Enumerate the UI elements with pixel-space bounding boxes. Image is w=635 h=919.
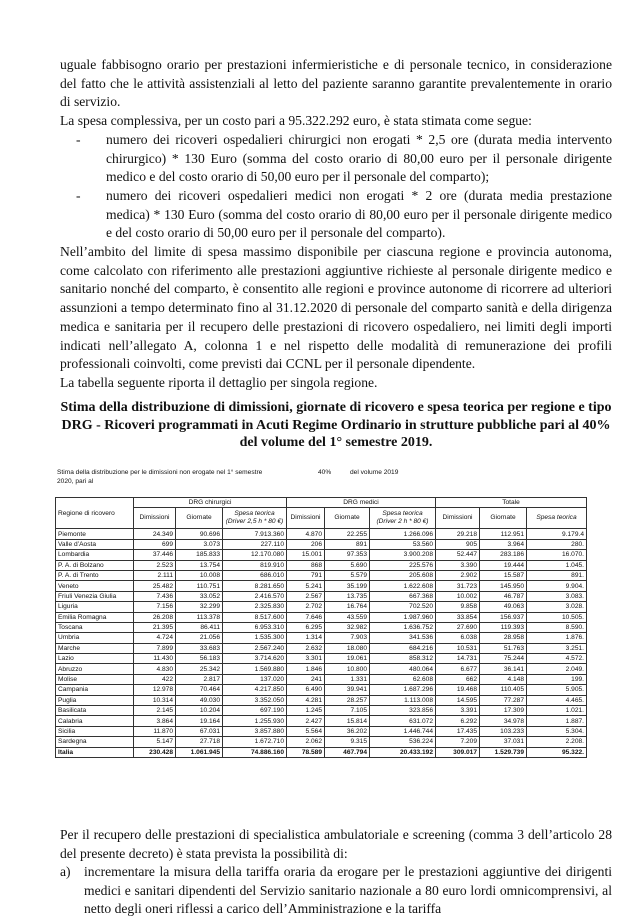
value-cell: 26.208 (134, 612, 176, 622)
value-cell: 7.209 (436, 737, 480, 747)
paragraph-limite-spesa: Nell’ambito del limite di spesa massimo disponibile per ciascuna regione e provincia autonoma, come calcolato con riferimento alle prestazioni aggiuntive richieste al personale dirigente medico e sanitario nonché del comparto, è consentito alle regioni e province autonome di ricorrere ad ulteriori assunzioni a tempo determinato fino al 31.12.2020 di personale del comparto sanità e della dirigenza medica e sanitaria per il recupero delle prestazioni di ricovero ospedaliero, nei limiti degli importi indicati nell’allegato A, colonna 1 e nel rispetto delle modalità di remunerazione dei profili professionali coinvolti, come previsti dai CCNL per il personale dipendente. (60, 244, 612, 372)
value-cell: 27.690 (436, 622, 480, 632)
value-cell: 9.904. (527, 581, 587, 591)
value-cell: 6.677 (436, 664, 480, 674)
region-cell: Marche (56, 643, 134, 653)
bullet-marker: - (76, 132, 81, 147)
value-cell: 3.251. (527, 643, 587, 653)
value-cell: 4.217.850 (223, 685, 287, 695)
value-cell: 467.794 (325, 747, 370, 757)
value-cell: 891 (325, 539, 370, 549)
table-row (56, 685, 587, 695)
value-cell: 309.017 (436, 747, 480, 757)
value-cell: 28.257 (325, 695, 370, 705)
value-cell: 1.045. (527, 560, 587, 570)
value-cell: 422 (134, 674, 176, 684)
value-cell: 206 (287, 539, 325, 549)
value-cell: 2.632 (287, 643, 325, 653)
value-cell: 8.517.600 (223, 612, 287, 622)
value-cell: 1.687.296 (370, 685, 436, 695)
header-group-chirurgici: DRG chirurgici (134, 498, 287, 508)
table-row (56, 706, 587, 716)
region-cell: Emilia Romagna (56, 612, 134, 622)
value-cell: 8.281.650 (223, 581, 287, 591)
bullet-marker: - (76, 188, 81, 203)
value-cell: 113.378 (176, 612, 223, 622)
value-cell: 13.754 (176, 560, 223, 570)
value-cell: 3.714.620 (223, 654, 287, 664)
region-cell: Puglia (56, 695, 134, 705)
value-cell: 10.505. (527, 612, 587, 622)
value-cell: 3.864 (134, 716, 176, 726)
value-cell: 32.299 (176, 602, 223, 612)
value-cell: 341.536 (370, 633, 436, 643)
value-cell: 1.061.945 (176, 747, 223, 757)
region-cell: Toscana (56, 622, 134, 632)
value-cell: 46.787 (480, 591, 527, 601)
list-marker: a) (60, 864, 71, 879)
value-cell: 37.446 (134, 550, 176, 560)
value-cell: 5.905. (527, 685, 587, 695)
value-cell: 15.587 (480, 570, 527, 580)
table-row (56, 716, 587, 726)
value-cell: 905 (436, 539, 480, 549)
value-cell: 22.255 (325, 529, 370, 539)
table-row (56, 674, 587, 684)
value-cell: 280. (527, 539, 587, 549)
value-cell: 95.322. (527, 747, 587, 757)
value-cell: 145.950 (480, 581, 527, 591)
value-cell: 16.764 (325, 602, 370, 612)
value-cell: 19.468 (436, 685, 480, 695)
bullet-text: numero dei ricoveri ospedalieri chirurgici non erogati * 2,5 ore (durata media intervento chirurgico) * 130 Euro (somma del costo orario di 80,00 euro per il personale dirigente medico e del costo orario di 50,00 euro per il personale del comparto); (106, 132, 612, 185)
value-cell: 819.910 (223, 560, 287, 570)
table-row (56, 560, 587, 570)
table-row (56, 529, 587, 539)
header-giornate: Giornate (480, 508, 527, 529)
value-cell: 33.854 (436, 612, 480, 622)
value-cell: 19.444 (480, 560, 527, 570)
value-cell: 53.560 (370, 539, 436, 549)
value-cell: 49.063 (480, 602, 527, 612)
table-row (56, 737, 587, 747)
value-cell: 156.937 (480, 612, 527, 622)
value-cell: 90.696 (176, 529, 223, 539)
value-cell: 7.436 (134, 591, 176, 601)
value-cell: 112.951 (480, 529, 527, 539)
header-group-medici: DRG medici (287, 498, 436, 508)
bullet-item-chirurgici (60, 131, 612, 187)
bullet-text: numero dei ricoveri ospedalieri medici non erogati * 2 ore (durata media prestazione medica) * 130 Euro (somma del costo orario di 80,00 euro per il personale dirigente medico e del costo orario di 50,00 euro per il personale del comparto). (106, 188, 612, 241)
header-dimissioni: Dimissioni (134, 508, 176, 529)
value-cell: 43.559 (325, 612, 370, 622)
table-container (55, 497, 635, 758)
value-cell: 2.416.570 (223, 591, 287, 601)
bullet-item-medici (60, 187, 612, 243)
value-cell: 12.978 (134, 685, 176, 695)
value-cell: 28.958 (480, 633, 527, 643)
value-cell: 1.446.744 (370, 726, 436, 736)
table-row (56, 570, 587, 580)
value-cell: 19.164 (176, 716, 223, 726)
region-cell: Basilicata (56, 706, 134, 716)
value-cell: 75.244 (480, 654, 527, 664)
value-cell: 67.031 (176, 726, 223, 736)
table-row (56, 622, 587, 632)
value-cell: 4.465. (527, 695, 587, 705)
value-cell: 110.751 (176, 581, 223, 591)
value-cell: 33.683 (176, 643, 223, 653)
table-row (56, 612, 587, 622)
value-cell: 702.520 (370, 602, 436, 612)
value-cell: 891. (527, 570, 587, 580)
value-cell: 4.870 (287, 529, 325, 539)
value-cell: 4.148 (480, 674, 527, 684)
value-cell: 15.001 (287, 550, 325, 560)
value-cell: 52.447 (436, 550, 480, 560)
value-cell: 1.636.752 (370, 622, 436, 632)
value-cell: 6.038 (436, 633, 480, 643)
table-section-title: Stima della distribuzione di dimissioni, giornate di ricovero e spesa teorica per regione e tipo DRG - Ricoveri programmati in Acuti Regime Ordinario in strutture pubbliche pari al 40% del volume del 1° semestre 2019. (60, 400, 612, 450)
value-cell: 7.903 (325, 633, 370, 643)
value-cell: 8.590. (527, 622, 587, 632)
value-cell: 3.390 (436, 560, 480, 570)
value-cell: 1.255.930 (223, 716, 287, 726)
value-cell: 1.535.300 (223, 633, 287, 643)
value-cell: 3.028. (527, 602, 587, 612)
value-cell: 1.987.960 (370, 612, 436, 622)
value-cell: 25.482 (134, 581, 176, 591)
value-cell: 7.899 (134, 643, 176, 653)
value-cell: 1.846 (287, 664, 325, 674)
value-cell: 21.395 (134, 622, 176, 632)
region-cell: P. A. di Trento (56, 570, 134, 580)
value-cell: 2.145 (134, 706, 176, 716)
table-row (56, 591, 587, 601)
region-cell: Friuli Venezia Giulia (56, 591, 134, 601)
value-cell: 10.800 (325, 664, 370, 674)
region-cell: Umbria (56, 633, 134, 643)
value-cell: 791 (287, 570, 325, 580)
region-cell: Italia (56, 747, 134, 757)
value-cell: 3.083. (527, 591, 587, 601)
value-cell: 5.304. (527, 726, 587, 736)
table-row (56, 550, 587, 560)
value-cell: 2.325.830 (223, 602, 287, 612)
value-cell: 77.287 (480, 695, 527, 705)
value-cell: 1.266.096 (370, 529, 436, 539)
value-cell: 3.352.050 (223, 695, 287, 705)
value-cell: 230.428 (134, 747, 176, 757)
value-cell: 5.147 (134, 737, 176, 747)
value-cell: 2.567 (287, 591, 325, 601)
value-cell: 18.080 (325, 643, 370, 653)
value-cell: 74.886.160 (223, 747, 287, 757)
value-cell: 684.216 (370, 643, 436, 653)
value-cell: 13.735 (325, 591, 370, 601)
value-cell: 2.567.240 (223, 643, 287, 653)
value-cell: 56.183 (176, 654, 223, 664)
value-cell: 29.218 (436, 529, 480, 539)
value-cell: 686.010 (223, 570, 287, 580)
value-cell: 1.245 (287, 706, 325, 716)
value-cell: 4.572. (527, 654, 587, 664)
table-row (56, 643, 587, 653)
value-cell: 2.062 (287, 737, 325, 747)
value-cell: 3.857.880 (223, 726, 287, 736)
value-cell: 2.523 (134, 560, 176, 570)
header-spesa-chirurgici: Spesa teorica (Driver 2,5 h * 80 €) (223, 508, 287, 529)
paragraph-specialistica: Per il recupero delle prestazioni di specialistica ambulatoriale e screening (comma 3 dell’articolo 28 del presente decreto) è stata prevista la possibilità di: (60, 827, 612, 861)
value-cell: 2.702 (287, 602, 325, 612)
value-cell: 631.072 (370, 716, 436, 726)
table-row (56, 695, 587, 705)
value-cell: 2.208. (527, 737, 587, 747)
list-item-text: incrementare la misura della tariffa oraria da erogare per le prestazioni aggiuntive dei dirigenti medici e sanitari dipendenti del Servizio sanitario nazionale a 80 euro lordi omnicomprensivi, al netto degli oneri riflessi a carico dell’Amministrazione e la tariffa (84, 864, 612, 917)
value-cell: 36.141 (480, 664, 527, 674)
header-spesa-medici: Spesa teorica (Driver 2 h * 80 €) (370, 508, 436, 529)
table-row (56, 664, 587, 674)
value-cell: 35.199 (325, 581, 370, 591)
table-row (56, 602, 587, 612)
value-cell: 21.056 (176, 633, 223, 643)
table-row (56, 633, 587, 643)
value-cell: 97.353 (325, 550, 370, 560)
value-cell: 15.814 (325, 716, 370, 726)
value-cell: 11.870 (134, 726, 176, 736)
value-cell: 205.608 (370, 570, 436, 580)
value-cell: 110.405 (480, 685, 527, 695)
value-cell: 10.531 (436, 643, 480, 653)
table-caption-suffix: del volume 2019 (350, 469, 399, 476)
value-cell: 2.111 (134, 570, 176, 580)
value-cell: 241 (287, 674, 325, 684)
value-cell: 119.393 (480, 622, 527, 632)
regional-table (55, 497, 587, 758)
value-cell: 1.021. (527, 706, 587, 716)
value-cell: 36.202 (325, 726, 370, 736)
header-giornate: Giornate (325, 508, 370, 529)
paragraph-spesa: La spesa complessiva, per un costo pari a 95.322.292 euro, è stata stimata come segue: (60, 113, 532, 128)
paragraph-intro: uguale fabbisogno orario per prestazioni infermieristiche e di personale tecnico, in considerazione del fatto che le attività assistenziali al letto del paziente saranno garantite prevalentemente in orario di servizio. (60, 57, 612, 110)
value-cell: 1.331 (325, 674, 370, 684)
value-cell: 662 (436, 674, 480, 684)
value-cell: 199. (527, 674, 587, 684)
value-cell: 3.301 (287, 654, 325, 664)
header-giornate: Giornate (176, 508, 223, 529)
value-cell: 9.858 (436, 602, 480, 612)
value-cell: 7.913.360 (223, 529, 287, 539)
value-cell: 868 (287, 560, 325, 570)
table-total-row (56, 747, 587, 757)
header-group-totale: Totale (436, 498, 587, 508)
value-cell: 9.179.4 (527, 529, 587, 539)
region-cell: Veneto (56, 581, 134, 591)
header-dimissioni: Dimissioni (287, 508, 325, 529)
value-cell: 283.186 (480, 550, 527, 560)
value-cell: 4.830 (134, 664, 176, 674)
value-cell: 1.876. (527, 633, 587, 643)
table-caption-line1: Stima della distribuzione per le dimissioni non erogate nel 1° semestre (57, 469, 263, 476)
value-cell: 10.002 (436, 591, 480, 601)
value-cell: 7.156 (134, 602, 176, 612)
value-cell: 858.312 (370, 654, 436, 664)
value-cell: 39.941 (325, 685, 370, 695)
value-cell: 7.105 (325, 706, 370, 716)
value-cell: 225.576 (370, 560, 436, 570)
value-cell: 19.061 (325, 654, 370, 664)
value-cell: 699 (134, 539, 176, 549)
region-cell: Molise (56, 674, 134, 684)
value-cell: 20.433.192 (370, 747, 436, 757)
value-cell: 2.427 (287, 716, 325, 726)
value-cell: 6.490 (287, 685, 325, 695)
value-cell: 37.031 (480, 737, 527, 747)
region-cell: Sicilia (56, 726, 134, 736)
region-cell: Abruzzo (56, 664, 134, 674)
value-cell: 4.724 (134, 633, 176, 643)
value-cell: 27.718 (176, 737, 223, 747)
value-cell: 185.833 (176, 550, 223, 560)
list-item-a (60, 863, 612, 919)
value-cell: 10.314 (134, 695, 176, 705)
value-cell: 1.113.008 (370, 695, 436, 705)
value-cell: 11.430 (134, 654, 176, 664)
value-cell: 227.110 (223, 539, 287, 549)
value-cell: 3.391 (436, 706, 480, 716)
value-cell: 9.315 (325, 737, 370, 747)
value-cell: 1.622.608 (370, 581, 436, 591)
value-cell: 5.241 (287, 581, 325, 591)
region-cell: Calabria (56, 716, 134, 726)
value-cell: 2.902 (436, 570, 480, 580)
value-cell: 5.564 (287, 726, 325, 736)
value-cell: 12.170.080 (223, 550, 287, 560)
value-cell: 103.233 (480, 726, 527, 736)
value-cell: 14.731 (436, 654, 480, 664)
value-cell: 49.030 (176, 695, 223, 705)
value-cell: 667.368 (370, 591, 436, 601)
table-row (56, 539, 587, 549)
value-cell: 5.579 (325, 570, 370, 580)
value-cell: 4.281 (287, 695, 325, 705)
value-cell: 6.953.310 (223, 622, 287, 632)
header-region: Regione di ricovero (56, 498, 134, 529)
value-cell: 6.292 (436, 716, 480, 726)
header-dimissioni: Dimissioni (436, 508, 480, 529)
value-cell: 2.049. (527, 664, 587, 674)
value-cell: 24.349 (134, 529, 176, 539)
value-cell: 33.052 (176, 591, 223, 601)
value-cell: 10.204 (176, 706, 223, 716)
region-cell: Lazio (56, 654, 134, 664)
region-cell: Campania (56, 685, 134, 695)
table-caption-line2: 2020, pari al (57, 478, 94, 485)
value-cell: 17.435 (436, 726, 480, 736)
value-cell: 1.569.880 (223, 664, 287, 674)
value-cell: 34.978 (480, 716, 527, 726)
value-cell: 78.589 (287, 747, 325, 757)
region-cell: Sardegna (56, 737, 134, 747)
table-caption-percent: 40% (318, 469, 332, 476)
table-row (56, 726, 587, 736)
region-cell: Lombardia (56, 550, 134, 560)
value-cell: 697.190 (223, 706, 287, 716)
value-cell: 1.672.710 (223, 737, 287, 747)
value-cell: 323.856 (370, 706, 436, 716)
value-cell: 137.020 (223, 674, 287, 684)
paragraph-tabella: La tabella seguente riporta il dettaglio per singola regione. (60, 375, 378, 390)
value-cell: 3.900.208 (370, 550, 436, 560)
header-spesa-totale: Spesa teorica (527, 508, 587, 529)
value-cell: 32.982 (325, 622, 370, 632)
value-cell: 62.608 (370, 674, 436, 684)
value-cell: 3.073 (176, 539, 223, 549)
value-cell: 14.595 (436, 695, 480, 705)
value-cell: 31.723 (436, 581, 480, 591)
value-cell: 5.690 (325, 560, 370, 570)
table-row (56, 581, 587, 591)
region-cell: Piemonte (56, 529, 134, 539)
value-cell: 1.887. (527, 716, 587, 726)
value-cell: 16.070. (527, 550, 587, 560)
value-cell: 1.529.739 (480, 747, 527, 757)
table-row (56, 654, 587, 664)
value-cell: 1.314 (287, 633, 325, 643)
value-cell: 536.224 (370, 737, 436, 747)
value-cell: 17.309 (480, 706, 527, 716)
value-cell: 25.342 (176, 664, 223, 674)
region-cell: Liguria (56, 602, 134, 612)
region-cell: P. A. di Bolzano (56, 560, 134, 570)
value-cell: 3.964 (480, 539, 527, 549)
value-cell: 480.064 (370, 664, 436, 674)
value-cell: 10.008 (176, 570, 223, 580)
value-cell: 86.411 (176, 622, 223, 632)
value-cell: 7.646 (287, 612, 325, 622)
value-cell: 2.817 (176, 674, 223, 684)
value-cell: 6.295 (287, 622, 325, 632)
value-cell: 51.763 (480, 643, 527, 653)
value-cell: 70.464 (176, 685, 223, 695)
region-cell: Valle d’Aosta (56, 539, 134, 549)
